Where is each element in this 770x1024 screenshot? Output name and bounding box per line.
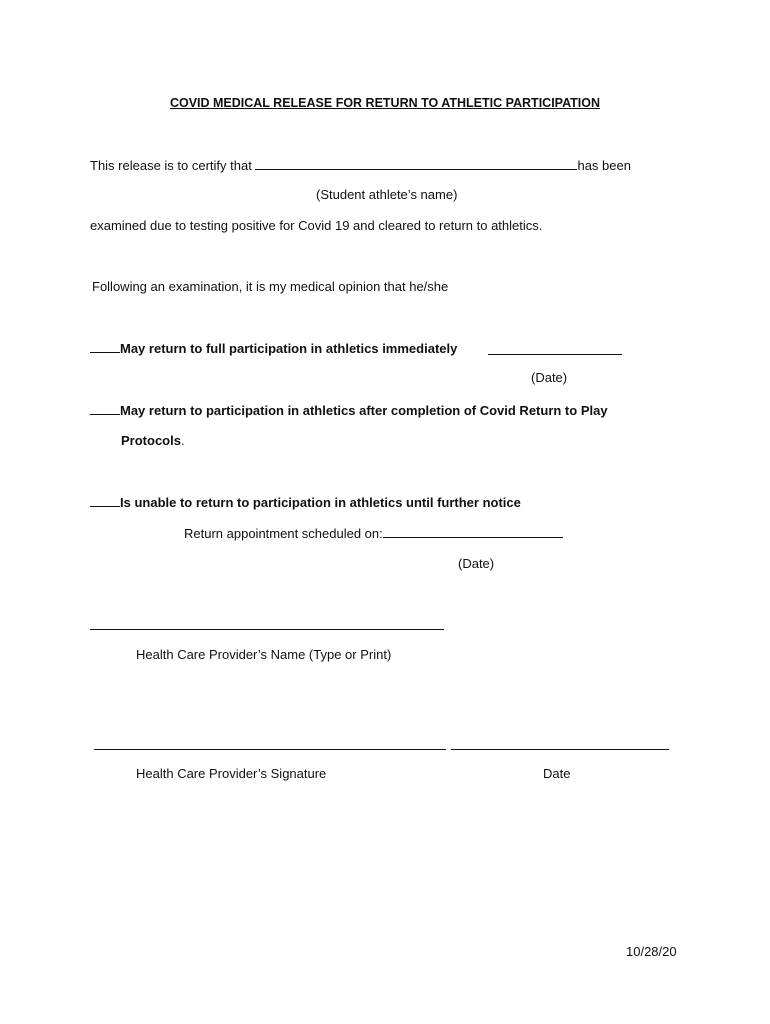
option-2-label-line2: Protocols — [121, 433, 181, 448]
provider-name-caption: Health Care Provider’s Name (Type or Print) — [136, 647, 392, 662]
signature-date-caption: Date — [543, 766, 571, 781]
opinion-text: Following an examination, it is my medical opinion that he/she — [92, 279, 449, 294]
option-3-label: Is unable to return to participation in athletics until further notice — [120, 495, 521, 510]
option-2-label-continued — [121, 433, 185, 449]
option-3-checkbox-blank[interactable] — [90, 494, 120, 507]
option-1-label: May return to full participation in athletics immediately — [120, 341, 458, 356]
student-name-field[interactable] — [255, 157, 577, 170]
return-appointment-date-field[interactable] — [383, 525, 563, 538]
option-1-checkbox-blank[interactable] — [90, 340, 120, 353]
provider-signature-caption: Health Care Provider’s Signature — [136, 766, 327, 781]
examined-text: examined due to testing positive for Covid 19 and cleared to return to athletics. — [90, 218, 543, 233]
certify-line — [90, 157, 631, 174]
student-name-caption: (Student athlete’s name) — [316, 187, 458, 202]
option-2-label: May return to participation in athletics after completion of Covid Return to Play — [120, 403, 608, 418]
certify-suffix: has been — [577, 158, 631, 173]
return-appointment-label: Return appointment scheduled on: — [184, 526, 383, 541]
option-1-date-caption: (Date) — [531, 370, 568, 385]
option-full-participation — [90, 340, 457, 357]
option-1-date-field[interactable] — [488, 354, 622, 355]
signature-date-field[interactable] — [451, 749, 669, 750]
provider-signature-field[interactable] — [94, 749, 446, 750]
form-title: COVID MEDICAL RELEASE FOR RETURN TO ATHLETIC PARTICIPATION — [169, 96, 601, 110]
provider-name-field[interactable] — [90, 629, 444, 630]
return-appointment-line — [184, 525, 563, 542]
option-2-label-period: . — [180, 433, 185, 448]
certify-prefix: This release is to certify that — [90, 158, 252, 173]
option-after-protocols — [90, 402, 608, 419]
return-date-caption: (Date) — [458, 556, 495, 571]
option-unable-to-return — [90, 494, 521, 511]
option-2-checkbox-blank[interactable] — [90, 402, 120, 415]
footer-date: 10/28/20 — [626, 944, 677, 959]
